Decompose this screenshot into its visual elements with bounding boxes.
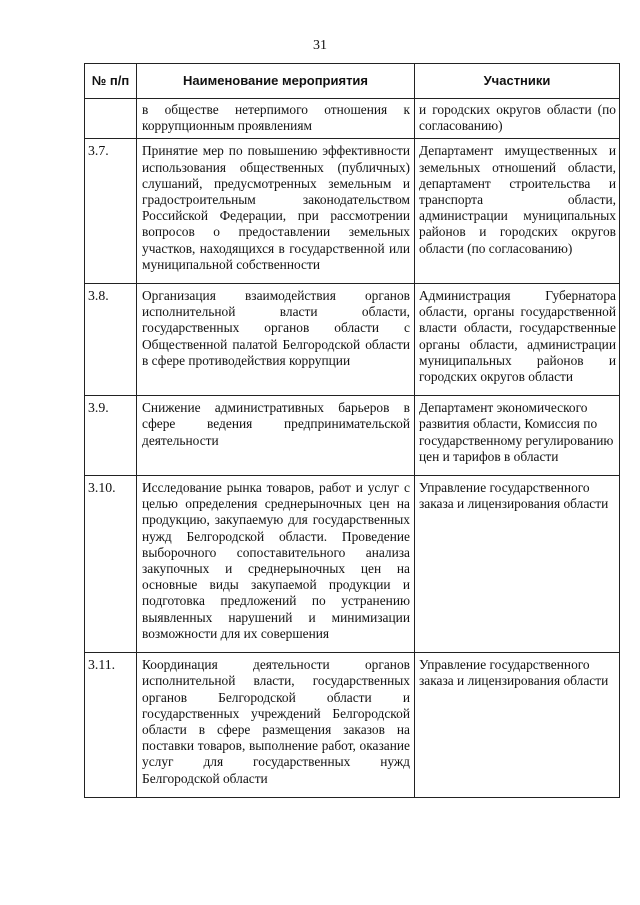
row-measure: в обществе нетерпимого отношения к коррупционным проявлениям bbox=[137, 99, 415, 139]
row-participants: Управление государственного заказа и лицензирования области bbox=[415, 476, 620, 653]
row-participants: Администрация Губернатора области, органы государственной власти области, государственные органы области, администрации муниципальных районов и городских округов области bbox=[415, 284, 620, 396]
row-num: 3.11. bbox=[85, 653, 137, 798]
row-measure: Принятие мер по повышению эффективности использования общественных (публичных) слушаний, предусмотренных земельным и градостроительным законодательством Российской Федерации, при рассмотрении вопросов о предоставлении земельных участков, находящихся в государственной или муниципальной собственности bbox=[137, 139, 415, 284]
header-name: Наименование мероприятия bbox=[137, 64, 415, 99]
row-participants: Управление государственного заказа и лицензирования области bbox=[415, 653, 620, 798]
table-row-3-11 bbox=[85, 653, 620, 798]
table-row-3-10 bbox=[85, 476, 620, 653]
row-participants: и городских округов области (по согласованию) bbox=[415, 99, 620, 139]
table-row-3-8 bbox=[85, 284, 620, 396]
measures-table bbox=[84, 63, 620, 798]
row-num bbox=[85, 99, 137, 139]
row-num: 3.8. bbox=[85, 284, 137, 396]
row-num: 3.10. bbox=[85, 476, 137, 653]
table-row-3-7 bbox=[85, 139, 620, 284]
page-number: 31 bbox=[313, 38, 327, 53]
row-measure: Организация взаимодействия органов исполнительной власти области, государственных органов области с Общественной палатой Белгородской области в сфере противодействия коррупции bbox=[137, 284, 415, 396]
row-measure: Снижение административных барьеров в сфере ведения предпринимательской деятельности bbox=[137, 396, 415, 476]
table-row-3-9 bbox=[85, 396, 620, 476]
row-measure: Исследование рынка товаров, работ и услуг с целью определения среднерыночных цен на продукцию, закупаемую для государственных нужд Белгородской области. Проведение выборочного сопоставительного анализа закупочных и среднерыночных цен на основные виды закупаемой продукции и подготовка предложений по устранению выявленных нарушений и минимизации возможности для их совершения bbox=[137, 476, 415, 653]
row-num: 3.9. bbox=[85, 396, 137, 476]
row-measure: Координация деятельности органов исполнительной власти, государственных органов Белгородской области и государственных учреждений Белгородской области в сфере размещения заказов на поставки товаров, выполнение работ, оказание услуг для государственных нужд Белгородской области bbox=[137, 653, 415, 798]
table-row-continued bbox=[85, 99, 620, 139]
row-participants: Департамент экономического развития области, Комиссия по государственному регулированию цен и тарифов в области bbox=[415, 396, 620, 476]
header-num: № п/п bbox=[85, 64, 137, 99]
table-header-row bbox=[85, 64, 620, 99]
row-num: 3.7. bbox=[85, 139, 137, 284]
row-participants: Департамент имущественных и земельных отношений области, департамент строительства и транспорта области, администрации муниципальных районов и городских округов области (по согласованию) bbox=[415, 139, 620, 284]
header-participants: Участники bbox=[415, 64, 620, 99]
